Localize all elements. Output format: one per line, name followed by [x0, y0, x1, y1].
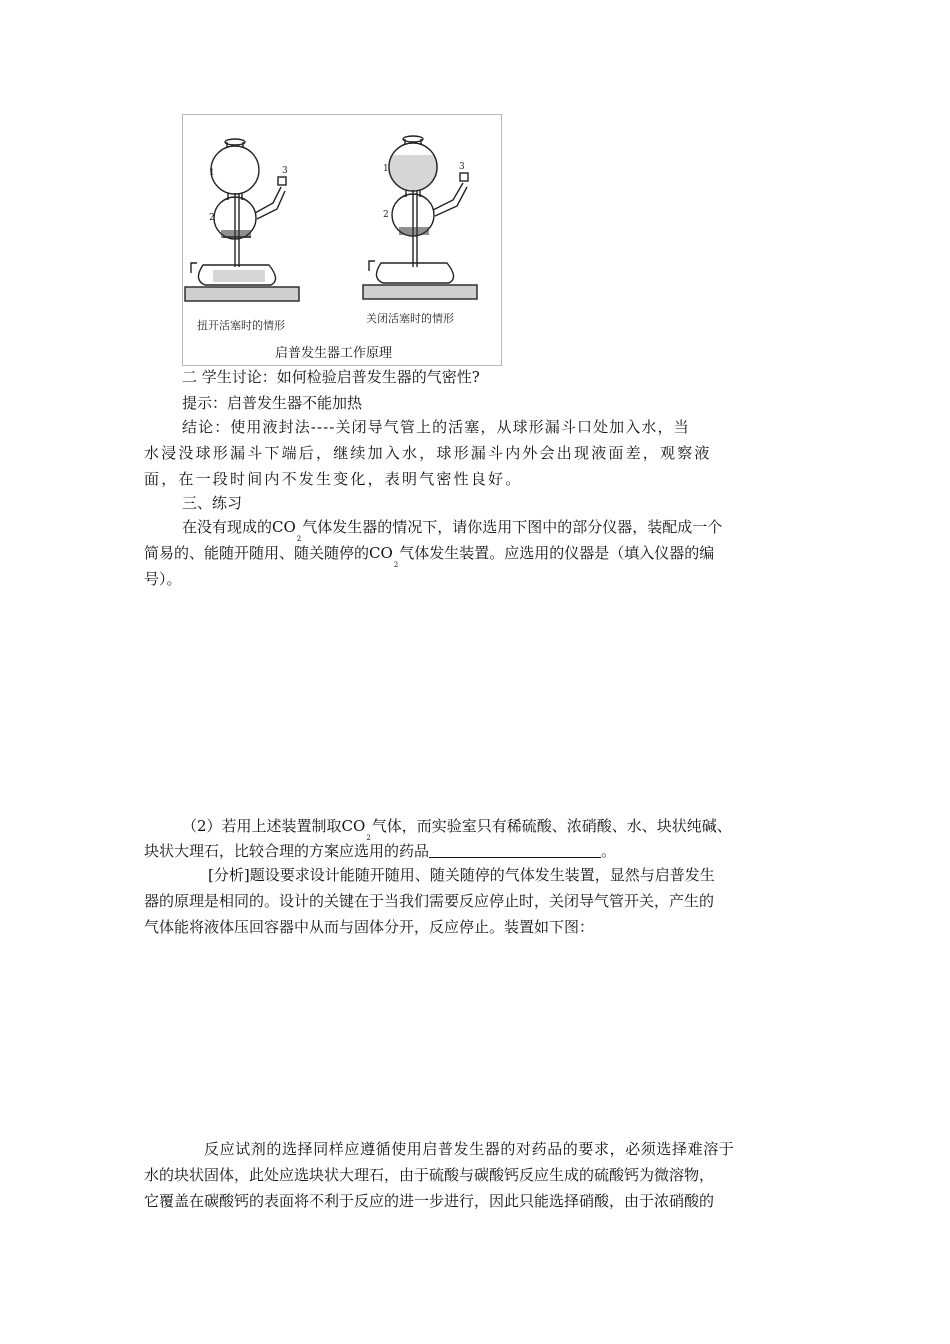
conclusion-line-2: 水浸没球形漏斗下端后，继续加入水，球形漏斗内外会出现液面差，观察液 [144, 444, 712, 462]
question-1-line-1: 在没有现成的$CO_2$气体发生器的情况下，请你选用下图中的部分仪器，装配成一个 [182, 518, 723, 543]
kipp-apparatus-figure [182, 114, 502, 366]
label-left-1: 1 [209, 168, 215, 178]
answer-blank[interactable] [429, 842, 601, 858]
reagent-line-3: 它覆盖在碳酸钙的表面将不利于反应的进一步进行，因此只能选择硝酸，由于浓硝酸的 [144, 1192, 715, 1210]
conclusion-line-1: 结论：使用液封法----关闭导气管上的活塞，从球形漏斗口处加入水，当 [182, 418, 690, 436]
question-2-line-2: 块状大理石，比较合理的方案应选用的药品 。 [144, 842, 617, 860]
question-2-line-1: （2）若用上述装置制取$CO_2$气体，而实验室只有稀硫酸、浓硝酸、水、块状纯碱、 [182, 817, 732, 842]
practice-heading: 三、练习 [182, 494, 243, 512]
label-right-3: 3 [459, 162, 465, 172]
label-right-1: 1 [383, 164, 389, 174]
analysis-line-3: 气体能将液体压回容器中从而与固体分开，反应停止。装置如下图： [144, 918, 595, 936]
question-1-line-2: 简易的、能随开随用、随关随停的$CO_2$气体发生装置。应选用的仪器是（填入仪器的编 [144, 544, 715, 569]
label-right-2: 2 [383, 210, 389, 220]
analysis-line-2: 器的原理是相同的。设计的关键在于当我们需要反应停止时，关闭导气管开关，产生的 [144, 892, 715, 910]
figure-title: 启普发生器工作原理 [275, 346, 393, 361]
caption-closed: 关闭活塞时的情形 [366, 312, 454, 325]
discussion-heading: 二 学生讨论：如何检验启普发生器的气密性? [182, 368, 480, 386]
analysis-line-1: [分析]题设要求设计能随开随用、随关随停的气体发生装置，显然与启普发生 [208, 866, 715, 884]
reagent-line-1: 反应试剂的选择同样应遵循使用启普发生器的对药品的要求，必须选择难溶于 [204, 1140, 735, 1158]
question-1-line-3: 号）。 [144, 570, 182, 588]
caption-open: 扭开活塞时的情形 [197, 319, 285, 332]
label-left-2: 2 [209, 213, 215, 223]
label-left-3: 3 [282, 166, 288, 176]
hint-text: 提示：启普发生器不能加热 [182, 394, 363, 412]
conclusion-line-3: 面，在一段时间内不发生变化，表明气密性良好。 [144, 470, 523, 488]
reagent-line-2: 水的块状固体，此处应选块状大理石，由于硫酸与碳酸钙反应生成的硫酸钙为微溶物， [144, 1166, 715, 1184]
